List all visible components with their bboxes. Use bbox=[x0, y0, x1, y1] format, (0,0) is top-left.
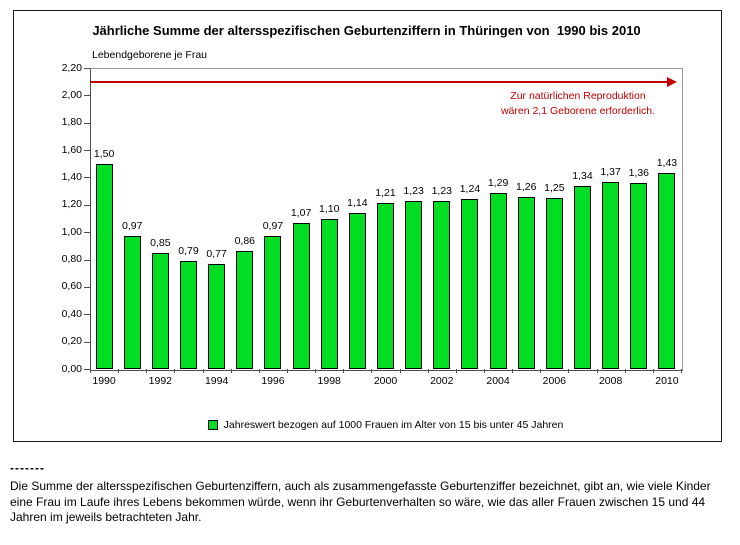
y-axis-tick-label: 0,60 bbox=[61, 280, 82, 293]
x-axis-tick-label: 1992 bbox=[148, 375, 173, 387]
bar-2009 bbox=[630, 183, 647, 369]
reference-line-arrowhead-icon bbox=[667, 77, 677, 87]
x-axis-tick-label: 1998 bbox=[317, 375, 341, 387]
x-axis-tick bbox=[146, 369, 147, 373]
bar-value-label: 1,24 bbox=[459, 183, 481, 196]
bar-value-label: 0,97 bbox=[121, 220, 143, 233]
bar-2003 bbox=[461, 199, 478, 369]
x-axis-tick bbox=[203, 369, 204, 373]
bar-value-label: 1,25 bbox=[544, 181, 565, 194]
bar-1991 bbox=[124, 236, 141, 369]
y-axis-unit-label: Lebendgeborene je Frau bbox=[92, 49, 208, 61]
bar-1998 bbox=[321, 219, 338, 370]
y-axis-tick-label: 0,80 bbox=[61, 253, 82, 266]
x-axis-tick bbox=[512, 369, 513, 373]
footnote-separator: ------- bbox=[10, 461, 45, 475]
bar-1994 bbox=[208, 264, 225, 369]
y-axis-tick-label: 1,80 bbox=[61, 116, 82, 129]
x-axis-tick bbox=[625, 369, 626, 373]
bar-1996 bbox=[264, 236, 281, 369]
x-axis-tick bbox=[231, 369, 232, 373]
bar-value-label: 1,43 bbox=[656, 157, 678, 170]
x-axis-tick bbox=[287, 369, 288, 373]
bar-value-label: 1,21 bbox=[375, 187, 396, 200]
y-axis-tick bbox=[84, 95, 90, 96]
y-axis-tick bbox=[84, 314, 90, 315]
x-axis-tick-label: 1990 bbox=[92, 375, 116, 387]
footnote-text: Die Summe der altersspezifischen Geburtenziffern, auch als zusammengefasste Geburtenziffer bezeichnet, gibt an, wie viele Kinder eine Frau im Laufe ihres Lebens bekommen würde, wenn ihr Geburtenverhalten so wäre, wie das aller Frauen zwischen 15 und 44 Jahren im jeweils betrachteten Jahr. bbox=[10, 479, 711, 524]
bar-1999 bbox=[349, 213, 366, 369]
bar-value-label: 1,23 bbox=[403, 184, 424, 197]
x-axis-tick-label: 1994 bbox=[204, 375, 229, 387]
bar-2005 bbox=[518, 197, 535, 369]
x-axis-tick bbox=[568, 369, 569, 373]
y-axis-tick bbox=[84, 123, 90, 124]
y-axis-tick-label: 1,60 bbox=[61, 143, 82, 156]
bar-2007 bbox=[574, 186, 591, 369]
y-axis-tick-label: 1,20 bbox=[61, 198, 82, 211]
x-axis-tick-label: 2002 bbox=[430, 375, 454, 387]
bar-value-label: 1,07 bbox=[290, 206, 312, 219]
y-axis-tick bbox=[84, 177, 90, 178]
bar-1993 bbox=[180, 261, 197, 369]
reference-annotation-line-1: Zur natürlichen Reproduktion bbox=[510, 90, 646, 102]
bar-2004 bbox=[490, 193, 507, 369]
bar-2008 bbox=[602, 182, 619, 369]
bar-value-label: 1,10 bbox=[318, 202, 340, 215]
bar-value-label: 1,37 bbox=[600, 165, 621, 178]
x-axis-tick bbox=[484, 369, 485, 373]
x-axis-tick-label: 2006 bbox=[542, 375, 567, 387]
x-axis-tick bbox=[400, 369, 401, 373]
x-axis-tick bbox=[315, 369, 316, 373]
bar-1995 bbox=[236, 251, 253, 369]
y-axis-tick-label: 2,20 bbox=[61, 61, 82, 74]
bar-value-label: 0,97 bbox=[262, 220, 284, 233]
x-axis-tick bbox=[259, 369, 260, 373]
y-axis-tick bbox=[84, 232, 90, 233]
y-axis-tick-label: 1,40 bbox=[61, 170, 82, 183]
y-axis-tick bbox=[84, 205, 90, 206]
x-axis-tick bbox=[653, 369, 654, 373]
y-axis-tick-label: 0,00 bbox=[61, 362, 82, 375]
x-axis-tick bbox=[90, 369, 91, 373]
y-axis-tick bbox=[84, 68, 90, 69]
chart-title: Jährliche Summe der altersspezifischen Geburtenziffern in Thüringen von 1990 bis 2010 bbox=[92, 23, 641, 38]
x-axis-tick bbox=[681, 369, 682, 373]
reference-annotation-line-2: wären 2,1 Geborene erforderlich. bbox=[500, 105, 656, 117]
y-axis-tick bbox=[84, 287, 90, 288]
bar-2010 bbox=[658, 173, 675, 369]
y-axis-tick bbox=[84, 260, 90, 261]
x-axis-tick-label: 2004 bbox=[486, 375, 510, 387]
bar-1997 bbox=[293, 223, 310, 369]
x-axis-tick bbox=[597, 369, 598, 373]
bar-2006 bbox=[546, 198, 563, 369]
y-axis-tick-label: 2,00 bbox=[61, 88, 82, 101]
bar-value-label: 0,85 bbox=[150, 236, 171, 249]
bar-1992 bbox=[152, 253, 169, 369]
y-axis-tick-label: 0,40 bbox=[61, 307, 82, 320]
x-axis-tick-label: 1996 bbox=[261, 375, 285, 387]
x-axis-tick-label: 2010 bbox=[655, 375, 679, 387]
bar-value-label: 1,34 bbox=[572, 169, 593, 182]
x-axis-tick bbox=[343, 369, 344, 373]
bar-value-label: 0,77 bbox=[206, 247, 227, 260]
bar-value-label: 1,29 bbox=[487, 176, 509, 189]
legend-label: Jahreswert bezogen auf 1000 Frauen im Alter von 15 bis unter 45 Jahren bbox=[223, 419, 564, 431]
legend-marker-square bbox=[208, 420, 218, 430]
y-axis-tick bbox=[84, 342, 90, 343]
y-axis-tick-label: 0,20 bbox=[61, 335, 82, 348]
reference-line bbox=[90, 81, 667, 83]
x-axis-tick bbox=[371, 369, 372, 373]
x-axis-tick-label: 2008 bbox=[598, 375, 623, 387]
bar-value-label: 1,50 bbox=[93, 147, 115, 160]
x-axis-tick-label: 2000 bbox=[373, 375, 398, 387]
y-axis-tick-label: 1,00 bbox=[61, 225, 82, 238]
legend bbox=[90, 419, 681, 431]
bar-2001 bbox=[405, 201, 422, 369]
bar-value-label: 0,86 bbox=[234, 235, 255, 248]
x-axis-tick bbox=[456, 369, 457, 373]
bar-2000 bbox=[377, 203, 394, 369]
reference-annotation bbox=[492, 89, 664, 119]
bar-value-label: 0,79 bbox=[178, 244, 199, 257]
bar-2002 bbox=[433, 201, 450, 369]
bar-value-label: 1,23 bbox=[431, 184, 452, 197]
bar-1990 bbox=[96, 164, 113, 369]
x-axis-tick bbox=[540, 369, 541, 373]
bar-value-label: 1,26 bbox=[515, 180, 537, 193]
bar-value-label: 1,36 bbox=[628, 166, 649, 179]
bar-value-label: 1,14 bbox=[347, 197, 368, 210]
x-axis-tick bbox=[174, 369, 175, 373]
x-axis-tick bbox=[428, 369, 429, 373]
x-axis-tick bbox=[118, 369, 119, 373]
